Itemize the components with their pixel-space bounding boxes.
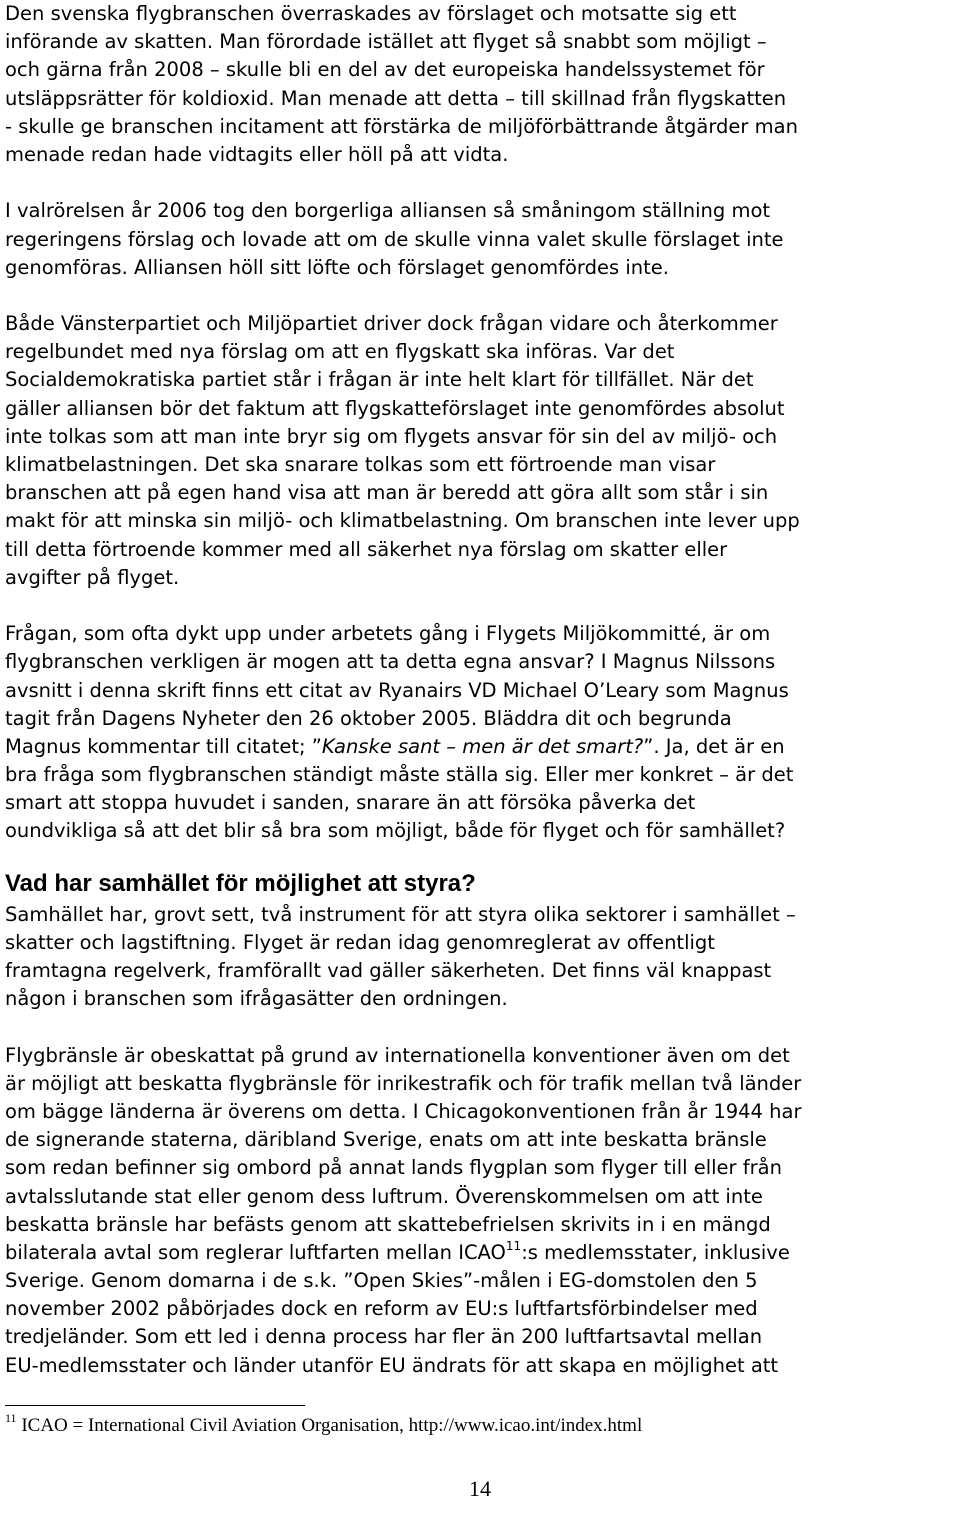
footnote	[5, 1411, 643, 1438]
text-line: Flygbränsle är obeskattat på grund av internationella konventioner även om det	[5, 1043, 790, 1067]
text-line: regeringens förslag och lovade att om de skulle vinna valet skulle förslaget inte	[5, 227, 784, 251]
text-line: Den svenska flygbranschen överraskades av förslaget och motsatte sig ett	[5, 2, 737, 25]
text-segment: Magnus kommentar till citatet; ”	[5, 734, 322, 758]
italic-quote: Kanske sant – men är det smart?	[321, 734, 644, 758]
text-line: branschen att på egen hand visa att man är beredd att göra allt som står i sin	[5, 481, 769, 505]
text-line: införande av skatten. Man förordade istället att flyget så snabbt som möjligt –	[5, 30, 767, 54]
text-line: är möjligt att beskatta flygbränsle för inrikestrafik och för trafik mellan två länder	[5, 1071, 802, 1095]
page-number: 14	[469, 1476, 491, 1501]
text-line: och gärna från 2008 – skulle bli en del av det europeiska handelssystemet för	[5, 58, 765, 82]
text-line: genomföras. Alliansen höll sitt löfte och förslaget genomfördes inte.	[5, 255, 669, 279]
footnote-text: ICAO = International Civil Aviation Organisation, http://www.icao.int/index.html	[16, 1415, 643, 1436]
text-line: regelbundet med nya förslag om att en flygskatt ska införas. Var det	[5, 340, 675, 364]
text-line: Socialdemokratiska partiet står i frågan är inte helt klart för tillfället. När det	[5, 368, 754, 392]
text-line: någon i branschen som ifrågasätter den ordningen.	[5, 987, 508, 1011]
text-line: till detta förtroende kommer med all säkerhet nya förslag om skatter eller	[5, 537, 728, 561]
footnote-divider	[5, 1405, 305, 1406]
section-heading: Vad har samhället för möjlighet att styra?	[5, 869, 476, 897]
text-line: avsnitt i denna skrift finns ett citat av Ryanairs VD Michael O’Leary som Magnus	[5, 678, 789, 702]
text-line: I valrörelsen år 2006 tog den borgerliga alliansen så småningom ställning mot	[5, 199, 771, 223]
document-page	[5, 0, 958, 1380]
paragraph-6	[5, 1042, 958, 1380]
text-line: bra fråga som flygbranschen ständigt måste ställa sig. Eller mer konkret – är det	[5, 763, 794, 787]
text-line	[5, 1239, 958, 1267]
text-line: avtalsslutande stat eller genom dess luftrum. Överenskommelsen om att inte	[5, 1184, 763, 1208]
text-line: som redan befinner sig ombord på annat lands flygplan som flyger till eller från	[5, 1156, 782, 1180]
text-line: avgifter på flyget.	[5, 565, 180, 589]
text-line: om bägge länderna är överens om detta. I Chicagokonventionen från år 1944 har	[5, 1099, 802, 1123]
text-segment: bilaterala avtal som reglerar luftfarten mellan ICAO	[5, 1240, 506, 1264]
text-line: november 2002 påbörjades dock en reform av EU:s luftfartsförbindelser med	[5, 1297, 758, 1321]
text-line: framtagna regelverk, framförallt vad gäller säkerheten. Det finns väl knappast	[5, 959, 772, 982]
paragraph-1	[5, 0, 958, 169]
text-line: smart att stoppa huvudet i sanden, snarare än att försöka påverka det	[5, 791, 696, 815]
text-line: Samhället har, grovt sett, två instrument för att styra olika sektorer i samhället –	[5, 902, 796, 926]
footnote-mark: 11	[5, 1411, 17, 1425]
text-line: menade redan hade vidtagits eller höll på att vidta.	[5, 142, 509, 166]
text-line: EU-medlemsstater och länder utanför EU ändrats för att skapa en möjlighet att	[5, 1353, 779, 1377]
text-line: oundvikliga så att det blir så bra som möjligt, både för flyget och för samhället?	[5, 819, 786, 843]
text-line: klimatbelastningen. Det ska snarare tolkas som ett förtroende man visar	[5, 453, 716, 476]
paragraph-3	[5, 310, 958, 592]
paragraph-5	[5, 901, 958, 1014]
text-segment: :s medlemsstater, inklusive	[521, 1240, 790, 1264]
text-line: Frågan, som ofta dykt upp under arbetets gång i Flygets Miljökommitté, är om	[5, 622, 771, 646]
text-line: gäller alliansen bör det faktum att flygskatteförslaget inte genomfördes absolut	[5, 396, 785, 420]
text-line: utsläppsrätter för koldioxid. Man menade att detta – till skillnad från flygskatten	[5, 86, 787, 110]
text-line: Både Vänsterpartiet och Miljöpartiet driver dock frågan vidare och återkommer	[5, 312, 778, 336]
text-line: - skulle ge branschen incitament att förstärka de miljöförbättrande åtgärder man	[5, 114, 798, 138]
text-line	[5, 733, 958, 761]
text-line: de signerande staterna, däribland Sverige, enats om att inte beskatta bränsle	[5, 1128, 767, 1152]
text-line: makt för att minska sin miljö- och klimatbelastning. Om branschen inte lever upp	[5, 509, 800, 533]
footnote-reference[interactable]: 11	[505, 1238, 522, 1253]
text-line: tredjeländer. Som ett led i denna process har fler än 200 luftfartsavtal mellan	[5, 1325, 763, 1349]
paragraph-2	[5, 197, 958, 282]
text-line: Sverige. Genom domarna i de s.k. ”Open Skies”-målen i EG-domstolen den 5	[5, 1269, 758, 1293]
text-line: skatter och lagstiftning. Flyget är redan idag genomreglerat av offentligt	[5, 930, 715, 954]
text-segment: ”. Ja, det är en	[643, 734, 785, 758]
text-line: inte tolkas som att man inte bryr sig om flygets ansvar för sin del av miljö- och	[5, 424, 778, 448]
paragraph-4	[5, 620, 958, 846]
text-line: tagit från Dagens Nyheter den 26 oktober 2005. Bläddra dit och begrunda	[5, 706, 732, 730]
text-line: beskatta bränsle har befästs genom att skattebefrielsen skrivits in i en mängd	[5, 1212, 771, 1236]
text-line: flygbranschen verkligen är mogen att ta detta egna ansvar? I Magnus Nilssons	[5, 650, 776, 674]
